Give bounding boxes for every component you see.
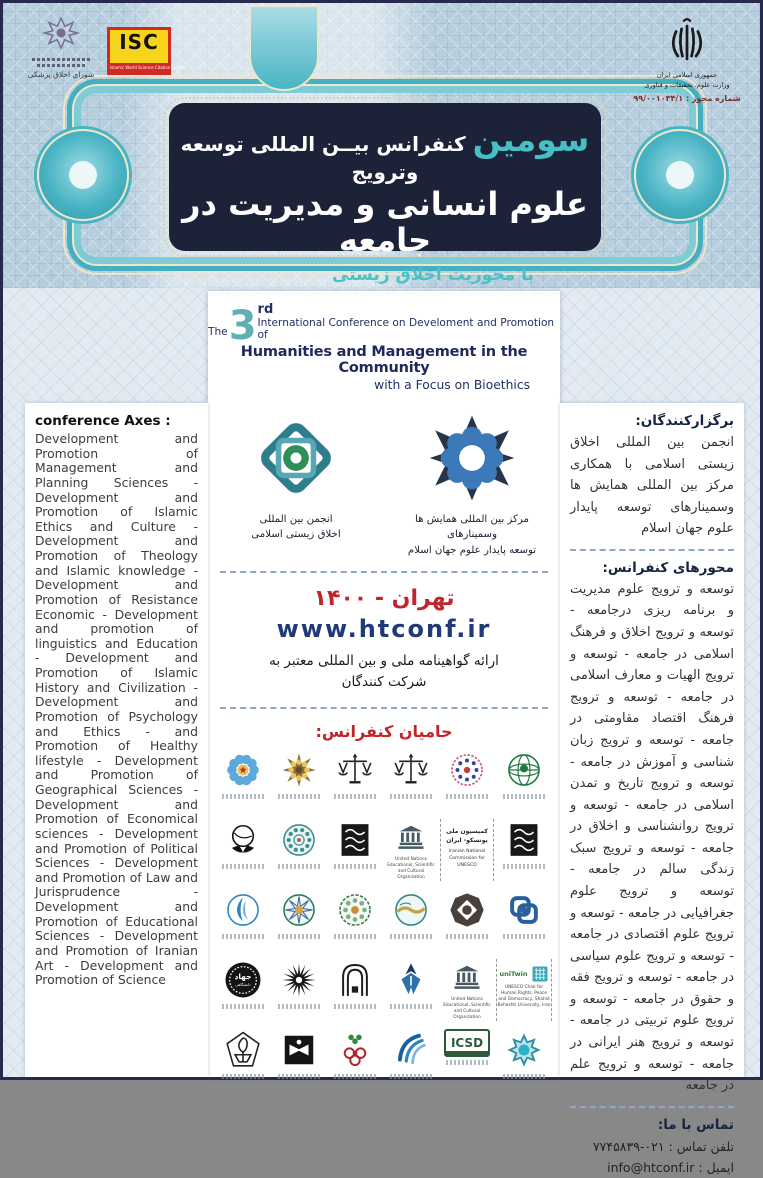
- tulip-emblem-logo: [216, 1029, 270, 1091]
- quran-university-arch-logo: [328, 959, 382, 1021]
- english-axes-panel: [25, 403, 208, 1077]
- floral-green-red-logo: [328, 1029, 382, 1091]
- icsd-logo: ICSD: [440, 1029, 494, 1091]
- regional-science-star-logo: [272, 749, 326, 811]
- azad-university-logo: [384, 959, 438, 1021]
- title-ordinal-suffix: rd: [257, 302, 274, 317]
- certificate-line2: شرکت کنندگان: [341, 674, 427, 691]
- government-line2: وزارت علوم، تحقیقات و فناوری: [644, 80, 730, 89]
- center-content-card: [208, 291, 560, 1077]
- divider: [570, 549, 734, 551]
- banner-line1: [169, 120, 601, 184]
- axes-heading-fa: محورهای کنفرانس:: [602, 559, 734, 576]
- medical-ethics-research-center-logo: [272, 819, 326, 881]
- bioethics-association-knot-icon: [250, 489, 342, 508]
- banner-subtitle: با محوریت اخلاق زیستی: [332, 265, 534, 286]
- svg-text:جهاد: جهاد: [234, 972, 252, 982]
- islamic-human-rights-commission-logo: [216, 819, 270, 881]
- government-emblem-block: [628, 17, 746, 103]
- contact-phone: تلفن تماس : ۰۲۱-۷۷۴۵۸۳۹: [592, 1138, 734, 1154]
- title-ordinal-number: 3: [228, 303, 257, 349]
- isc-label: ISC: [119, 30, 159, 54]
- bioethics-research-center-seal-logo: [384, 889, 438, 951]
- seminars-center-flower-icon: [426, 489, 518, 508]
- calligraphy-line: [32, 58, 90, 61]
- university-flower-icon: [43, 36, 79, 55]
- certificate-note: [208, 651, 560, 694]
- book-emblem-logo: [272, 1029, 326, 1091]
- divider: [220, 707, 548, 709]
- organizers-body-fa: انجمن بین المللی اخلاق زیستی اسلامی با همکاری مرکز بین المللی همایش ها وسمینارهای توسعه پایدار علوم جهان اسلام: [570, 435, 734, 537]
- sponsors-grid: [208, 749, 560, 1091]
- english-title-row: [208, 302, 560, 349]
- seminars-center-logo-block: [396, 412, 548, 558]
- ornate-octagon-logo: [440, 889, 494, 951]
- left-medallion-ornament: [37, 129, 129, 221]
- conference-website[interactable]: www.htconf.ir: [276, 614, 492, 643]
- right-organizer-caption2: توسعه پایدار علوم جهان اسلام: [407, 544, 537, 556]
- axes-body-en: Development and Promotion of Management and Planning Sciences - Development and Promotion of Islamic Ethics and Culture - Development and Promotion of Theology and Islamic knowledge - Development and Promotion of Resistance Economic - Development and promotion of linguistics and Education - Development and Promotion of Islamic History and Civilization - Development and Promotion of Psychology and Ethics - and Promotion of Healthy lifestyle - Development and Promotion of Geographical Sciences - Development and Promotion of Economical sciences - Development and Promotion of Political Sciences - Development and Promotion of Law and Jurisprudence - Development and Promotion of Educational Sciences - Development and Promotion of Iranian Art - Development and Promotion of Science: [35, 431, 198, 988]
- unitwin-unesco-chair-logo: uniTwin UNESCO Chair for Human Rights, Peace and Democracy, Shahid Beheshti University, Iran: [496, 959, 552, 1021]
- unesco-logo-small: United Nations Educational, Scientific and Cultural Organization: [440, 959, 494, 1021]
- title-line2: Humanities and Management in the Community: [240, 344, 528, 376]
- beheshti-law-faculty-logo: [496, 819, 552, 881]
- right-medallion-ornament: [634, 129, 726, 221]
- left-organizer-caption2: اخلاق زیستی اسلامی: [251, 529, 341, 541]
- water-drop-logo: [216, 889, 270, 951]
- left-organizer-caption1: انجمن بین المللی: [259, 514, 333, 525]
- unesco-logo: United Nations Educational, Scientific and Cultural Organization: [384, 819, 438, 881]
- divider: [220, 571, 548, 573]
- contact-email[interactable]: ایمیل : info@htconf.ir: [607, 1160, 734, 1176]
- iran-national-emblem-icon: [664, 52, 710, 71]
- conference-title-banner: [169, 103, 601, 286]
- university-logo-caption: شورای اخلاق پزشکی: [27, 70, 95, 79]
- isc-subtitle: Islamic World Science Citation Center: [110, 65, 186, 70]
- certificate-line1: ارائه گواهینامه ملی و بین المللی معتبر به: [269, 652, 499, 669]
- svg-text:دانشگاهی: دانشگاهی: [235, 982, 251, 987]
- contact-heading: تماس با ما:: [657, 1116, 734, 1133]
- sustainable-development-waves-logo: [384, 1029, 438, 1091]
- medical-law-association-logo: [328, 889, 382, 951]
- university-ethics-council-logo: [21, 15, 101, 79]
- title-line1: International Conference on Develoment and Promotion of: [257, 317, 555, 341]
- license-number: شماره مجوز : ۹۹/۰۰۱۰۳۴/۱: [633, 93, 741, 103]
- divider: [570, 1106, 734, 1108]
- justice-ministry-scales-logo: [328, 749, 382, 811]
- isc-logo: [107, 27, 186, 75]
- jahad-daneshgahi-logo: [216, 959, 270, 1021]
- beheshti-university-calligraphy-logo: [328, 819, 382, 881]
- children-rights-circle-logo: [440, 749, 494, 811]
- qom-university-knot-logo: [496, 889, 552, 951]
- compass-medallion-logo: [272, 889, 326, 951]
- axes-heading-en: conference Axes :: [35, 413, 171, 429]
- humanities-institute-starburst-logo: [272, 959, 326, 1021]
- axes-body-fa: توسعه و ترویج علوم مدیریت و برنامه ریزی درجامعه - توسعه و ترویج اخلاق و فرهنگ اسلامی در جامعه - توسعه و ترویج الهیات و معارف اسلامی در جامعه - توسعه و ترویج فرهنگ اقتصاد مقاومتی در جامعه - توسعه و ترویج زبان شناسی و آموزش در جامعه - توسعه و ترویج تاریخ و تمدن اسلامی در جامعه - توسعه و ترویج روانشناسی و اخلاق در جامعه - توسعه و ترویج سبک زندگی سالم در جامعه - توسعه و ترویج علوم جغرافیایی در جامعه - توسعه و ترویج علوم اقتصادی در جامعه - توسعه و ترویج علوم سیاسی در جامعه - توسعه و ترویج فقه و حقوق در جامعه - توسعه و ترویج علوم تربیتی در جامعه - توسعه و ترویج هنر ایرانی در جامعه - توسعه و ترویج علم در جامعه: [569, 581, 734, 1094]
- calligraphy-line: [37, 64, 85, 67]
- bioethics-association-logo-block: [220, 412, 372, 558]
- top-center-ornament: [249, 5, 319, 91]
- unesco-national-commission-text: کمیسیون ملی یونسکو- ایران Iranian National Commission for UNESCO: [440, 819, 494, 881]
- isesco-globe-logo: [496, 749, 552, 811]
- human-rights-scales-logo: [384, 749, 438, 811]
- right-organizer-caption1: مرکز بین المللی همایش ها وسمینارهای: [415, 514, 529, 541]
- persian-info-panel: [560, 403, 744, 1176]
- organizer-logos-row: [208, 412, 560, 558]
- sponsors-heading: حامیان کنفرانس:: [315, 722, 453, 742]
- banner-main-title: علوم انسانی و مدیریت در جامعه: [182, 184, 588, 260]
- law-society-flower-logo: [216, 749, 270, 811]
- banner-ordinal: سومین: [472, 120, 590, 159]
- organizers-heading-fa: برگزارکنندگان:: [635, 413, 734, 429]
- teal-star-medallion-logo: [496, 1029, 552, 1091]
- top-decorative-band: [3, 3, 760, 288]
- title-line3: with a Focus on Bioethics: [374, 378, 530, 392]
- city-year: تهران - ۱۴۰۰: [313, 585, 455, 611]
- title-the: The: [208, 326, 228, 338]
- banner-title-rest: کنفرانس بیــن المللی توسعه وترویج: [180, 132, 466, 184]
- government-line1: جمهوری اسلامی ایران: [656, 71, 718, 79]
- english-title-block: [208, 291, 560, 392]
